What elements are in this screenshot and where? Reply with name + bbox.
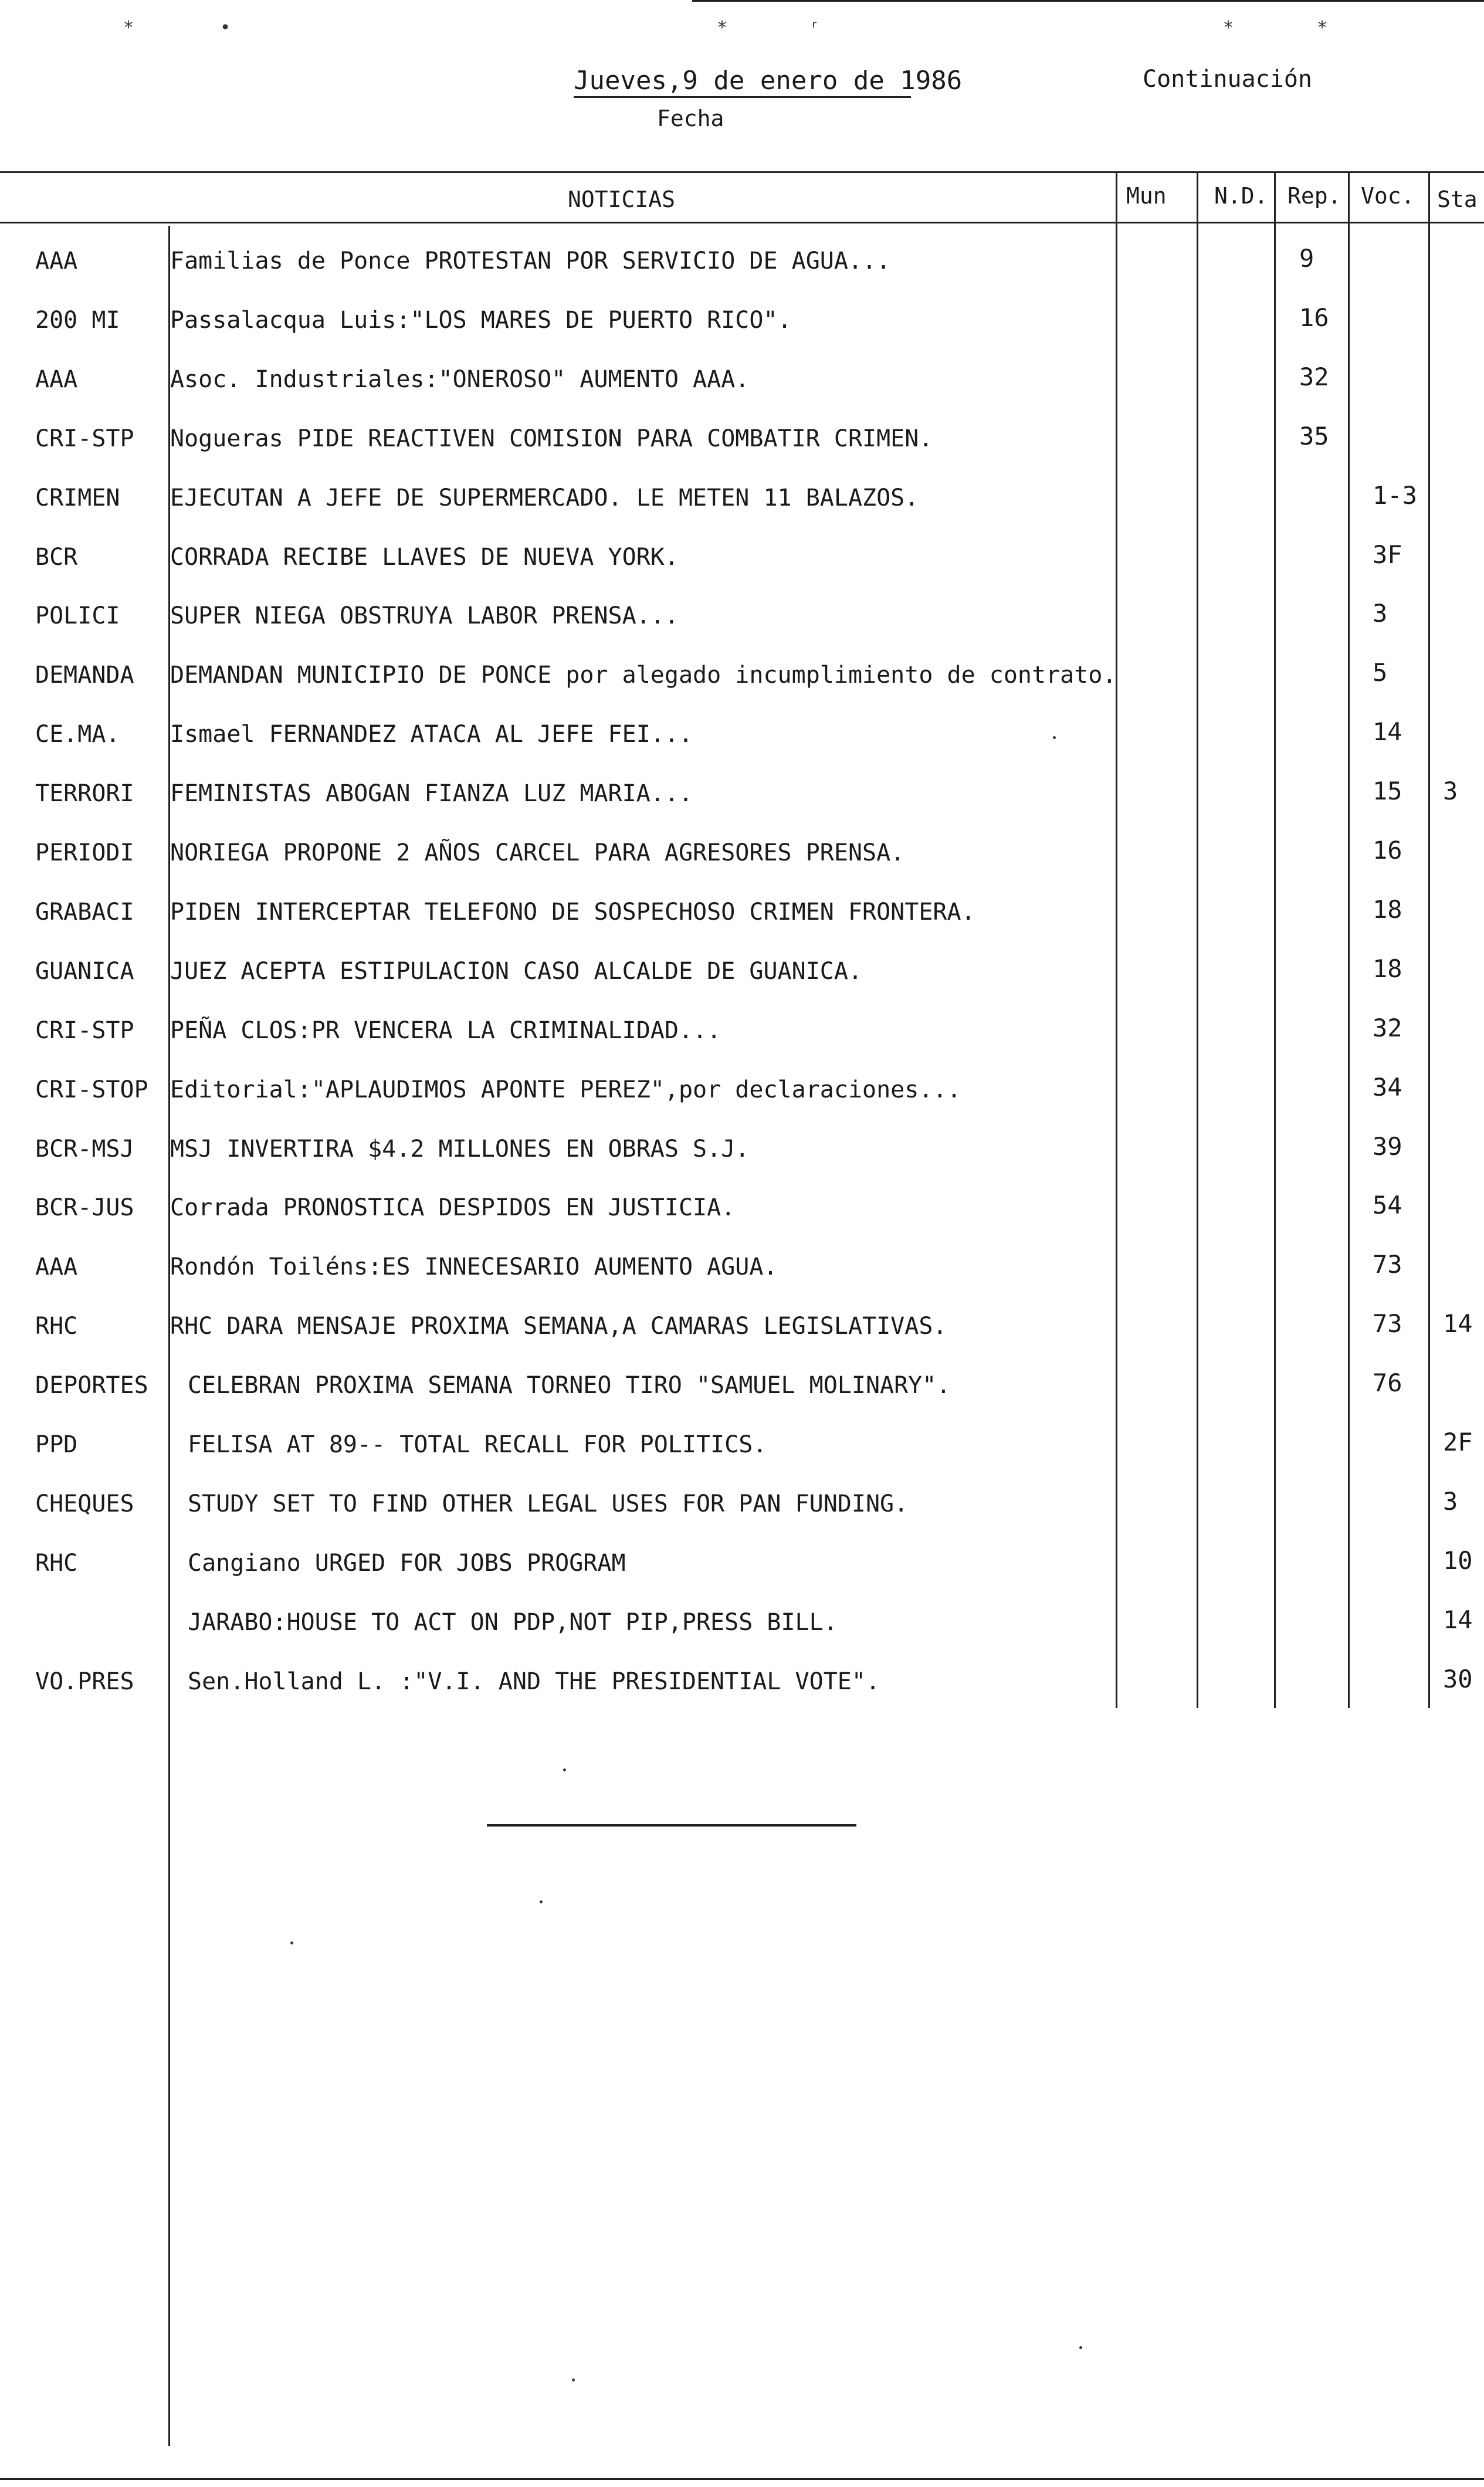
row-voc-page: 15 [1373, 777, 1402, 806]
row-voc-page: 39 [1373, 1131, 1402, 1161]
page-bottom-rule [0, 2478, 1484, 2480]
row-rep-page: 32 [1299, 362, 1329, 391]
header-bottom-rule [0, 222, 1484, 223]
table-row [0, 886, 1484, 944]
table-row [0, 1655, 1484, 1714]
row-headline: NORIEGA PROPONE 2 AÑOS CARCEL PARA AGRESORES PRENSA. [170, 839, 905, 866]
row-code: VO.PRES [35, 1668, 134, 1695]
top-edge-line [692, 0, 1484, 2]
row-headline: JUEZ ACEPTA ESTIPULACION CASO ALCALDE DE GUANICA. [170, 957, 863, 985]
row-voc-page: 16 [1373, 836, 1402, 865]
row-voc-page: 76 [1373, 1368, 1402, 1398]
row-code: CRI-STP [35, 1017, 134, 1044]
row-voc-page: 5 [1373, 658, 1388, 687]
row-voc-page: 73 [1373, 1309, 1402, 1339]
row-rep-page: 16 [1299, 303, 1329, 332]
scan-speck [540, 1900, 543, 1903]
row-star-page: 14 [1443, 1605, 1473, 1634]
row-headline: Nogueras PIDE REACTIVEN COMISION PARA COMBATIR CRIMEN. [170, 425, 933, 452]
row-headline: PIDEN INTERCEPTAR TELEFONO DE SOSPECHOSO CRIMEN FRONTERA. [170, 898, 975, 926]
row-code: 200 MI [35, 306, 120, 334]
row-code: RHC [35, 1549, 78, 1577]
row-code: AAA [35, 248, 78, 275]
table-row [0, 1181, 1484, 1240]
table-row [0, 649, 1484, 707]
row-code: RHC [35, 1313, 78, 1340]
column-header-noticias: NOTICIAS [568, 187, 676, 212]
row-star-page: 10 [1443, 1546, 1473, 1575]
row-headline: EJECUTAN A JEFE DE SUPERMERCADO. LE METEN 11 BALAZOS. [170, 484, 919, 511]
table-row [0, 412, 1484, 471]
row-code: PPD [35, 1431, 78, 1458]
row-star-page: 3 [1443, 1486, 1458, 1516]
row-code: BCR-MSJ [35, 1135, 134, 1163]
row-code: BCR [35, 543, 78, 571]
row-voc-page: 18 [1373, 954, 1402, 983]
row-headline: RHC DARA MENSAJE PROXIMA SEMANA,A CAMARAS LEGISLATIVAS. [170, 1313, 947, 1340]
table-row [0, 1004, 1484, 1063]
continuation-label: Continuación [1143, 66, 1312, 93]
row-code: CE.MA. [35, 721, 120, 748]
row-star-page: 3 [1443, 777, 1458, 806]
scan-mark: * [1223, 18, 1234, 38]
column-header-nd: N.D. [1214, 183, 1268, 209]
row-rep-page: 35 [1299, 421, 1329, 450]
row-headline: CORRADA RECIBE LLAVES DE NUEVA YORK. [170, 543, 679, 571]
table-row [0, 1063, 1484, 1122]
row-voc-page: 3F [1373, 540, 1402, 569]
row-code: GRABACI [35, 898, 134, 926]
row-voc-page: 18 [1373, 894, 1402, 924]
table-row [0, 235, 1484, 293]
row-headline: Rondón Toiléns:ES INNECESARIO AUMENTO AGUA. [170, 1253, 778, 1281]
row-code: GUANICA [35, 957, 134, 985]
scan-speck [1053, 736, 1056, 739]
column-header-voc: Voc. [1361, 183, 1415, 209]
table-row [0, 294, 1484, 353]
row-headline: Passalacqua Luis:"LOS MARES DE PUERTO RICO". [170, 306, 792, 334]
date-caption: Fecha [657, 106, 724, 131]
table-row [0, 1596, 1484, 1655]
table-row [0, 1359, 1484, 1418]
row-code: CRI-STP [35, 425, 134, 452]
scan-speck [1079, 2346, 1082, 2349]
row-headline: Cangiano URGED FOR JOBS PROGRAM [188, 1549, 626, 1577]
row-headline: DEMANDAN MUNICIPIO DE PONCE por alegado incumplimiento de contrato. [170, 662, 1117, 689]
column-header-rep: Rep. [1288, 183, 1341, 209]
row-voc-page: 3 [1373, 599, 1388, 628]
row-headline: Familias de Ponce PROTESTAN POR SERVICIO DE AGUA... [170, 248, 891, 275]
row-rep-page: 9 [1299, 244, 1314, 273]
table-row [0, 589, 1484, 648]
row-headline: STUDY SET TO FIND OTHER LEGAL USES FOR PAN FUNDING. [188, 1490, 909, 1517]
scan-mark: * [717, 18, 728, 38]
table-row [0, 708, 1484, 767]
row-code: CRIMEN [35, 484, 120, 511]
row-headline: Ismael FERNANDEZ ATACA AL JEFE FEI... [170, 721, 693, 748]
date-underline [574, 96, 911, 98]
table-top-rule [0, 171, 1484, 173]
row-headline: Corrada PRONOSTICA DESPIDOS EN JUSTICIA. [170, 1194, 736, 1222]
row-voc-page: 73 [1373, 1250, 1402, 1279]
scan-mark: • [220, 18, 231, 38]
date-text: Jueves,9 de enero de 1986 [574, 66, 963, 96]
scan-speck [290, 1942, 293, 1944]
row-voc-page: 54 [1373, 1191, 1402, 1220]
row-code: TERRORI [35, 780, 134, 808]
scan-mark: ʳ [809, 18, 821, 38]
row-headline: SUPER NIEGA OBSTRUYA LABOR PRENSA... [170, 602, 679, 630]
scan-speck [572, 2378, 575, 2381]
scan-mark: * [123, 18, 134, 38]
scan-mark: * [1317, 18, 1328, 38]
row-code: BCR-JUS [35, 1194, 134, 1222]
row-code: POLICI [35, 602, 120, 630]
table-row [0, 472, 1484, 530]
row-voc-page: 1-3 [1373, 480, 1417, 510]
table-row [0, 1478, 1484, 1536]
row-headline: JARABO:HOUSE TO ACT ON PDP,NOT PIP,PRESS BILL. [188, 1608, 838, 1636]
row-code: CRI-STOP [35, 1076, 148, 1103]
table-row [0, 1241, 1484, 1299]
row-headline: Editorial:"APLAUDIMOS APONTE PEREZ",por declaraciones... [170, 1076, 961, 1103]
row-headline: FELISA AT 89-- TOTAL RECALL FOR POLITICS. [188, 1431, 767, 1458]
row-code: AAA [35, 365, 78, 393]
row-code: PERIODI [35, 839, 134, 866]
row-voc-page: 14 [1373, 717, 1402, 747]
row-code: DEPORTES [35, 1372, 148, 1400]
row-star-page: 14 [1443, 1309, 1473, 1339]
row-headline: PEÑA CLOS:PR VENCERA LA CRIMINALIDAD... [170, 1017, 721, 1044]
table-row [0, 945, 1484, 1004]
table-row [0, 353, 1484, 412]
row-headline: FEMINISTAS ABOGAN FIANZA LUZ MARIA... [170, 780, 693, 808]
table-row [0, 531, 1484, 589]
row-star-page: 2F [1443, 1428, 1473, 1456]
row-headline: MSJ INVERTIRA $4.2 MILLONES EN OBRAS S.J. [170, 1135, 750, 1163]
row-code: CHEQUES [35, 1490, 134, 1517]
table-row [0, 767, 1484, 826]
table-row [0, 1537, 1484, 1595]
row-headline: Asoc. Industriales:"ONEROSO" AUMENTO AAA. [170, 365, 750, 393]
row-voc-page: 32 [1373, 1013, 1402, 1042]
row-headline: Sen.Holland L. :"V.I. AND THE PRESIDENTIAL VOTE". [188, 1668, 880, 1695]
column-header-mun: Mun [1126, 183, 1167, 209]
table-row [0, 1123, 1484, 1181]
table-row [0, 1418, 1484, 1477]
scan-speck [563, 1768, 566, 1771]
table-row [0, 1300, 1484, 1358]
row-code: AAA [35, 1253, 78, 1281]
column-header-star: Sta [1437, 187, 1478, 212]
row-star-page: 30 [1443, 1664, 1473, 1693]
row-headline: CELEBRAN PROXIMA SEMANA TORNEO TIRO "SAMUEL MOLINARY". [188, 1372, 951, 1400]
table-row [0, 826, 1484, 885]
end-separator [487, 1824, 856, 1827]
row-code: DEMANDA [35, 662, 134, 689]
row-voc-page: 34 [1373, 1072, 1402, 1102]
